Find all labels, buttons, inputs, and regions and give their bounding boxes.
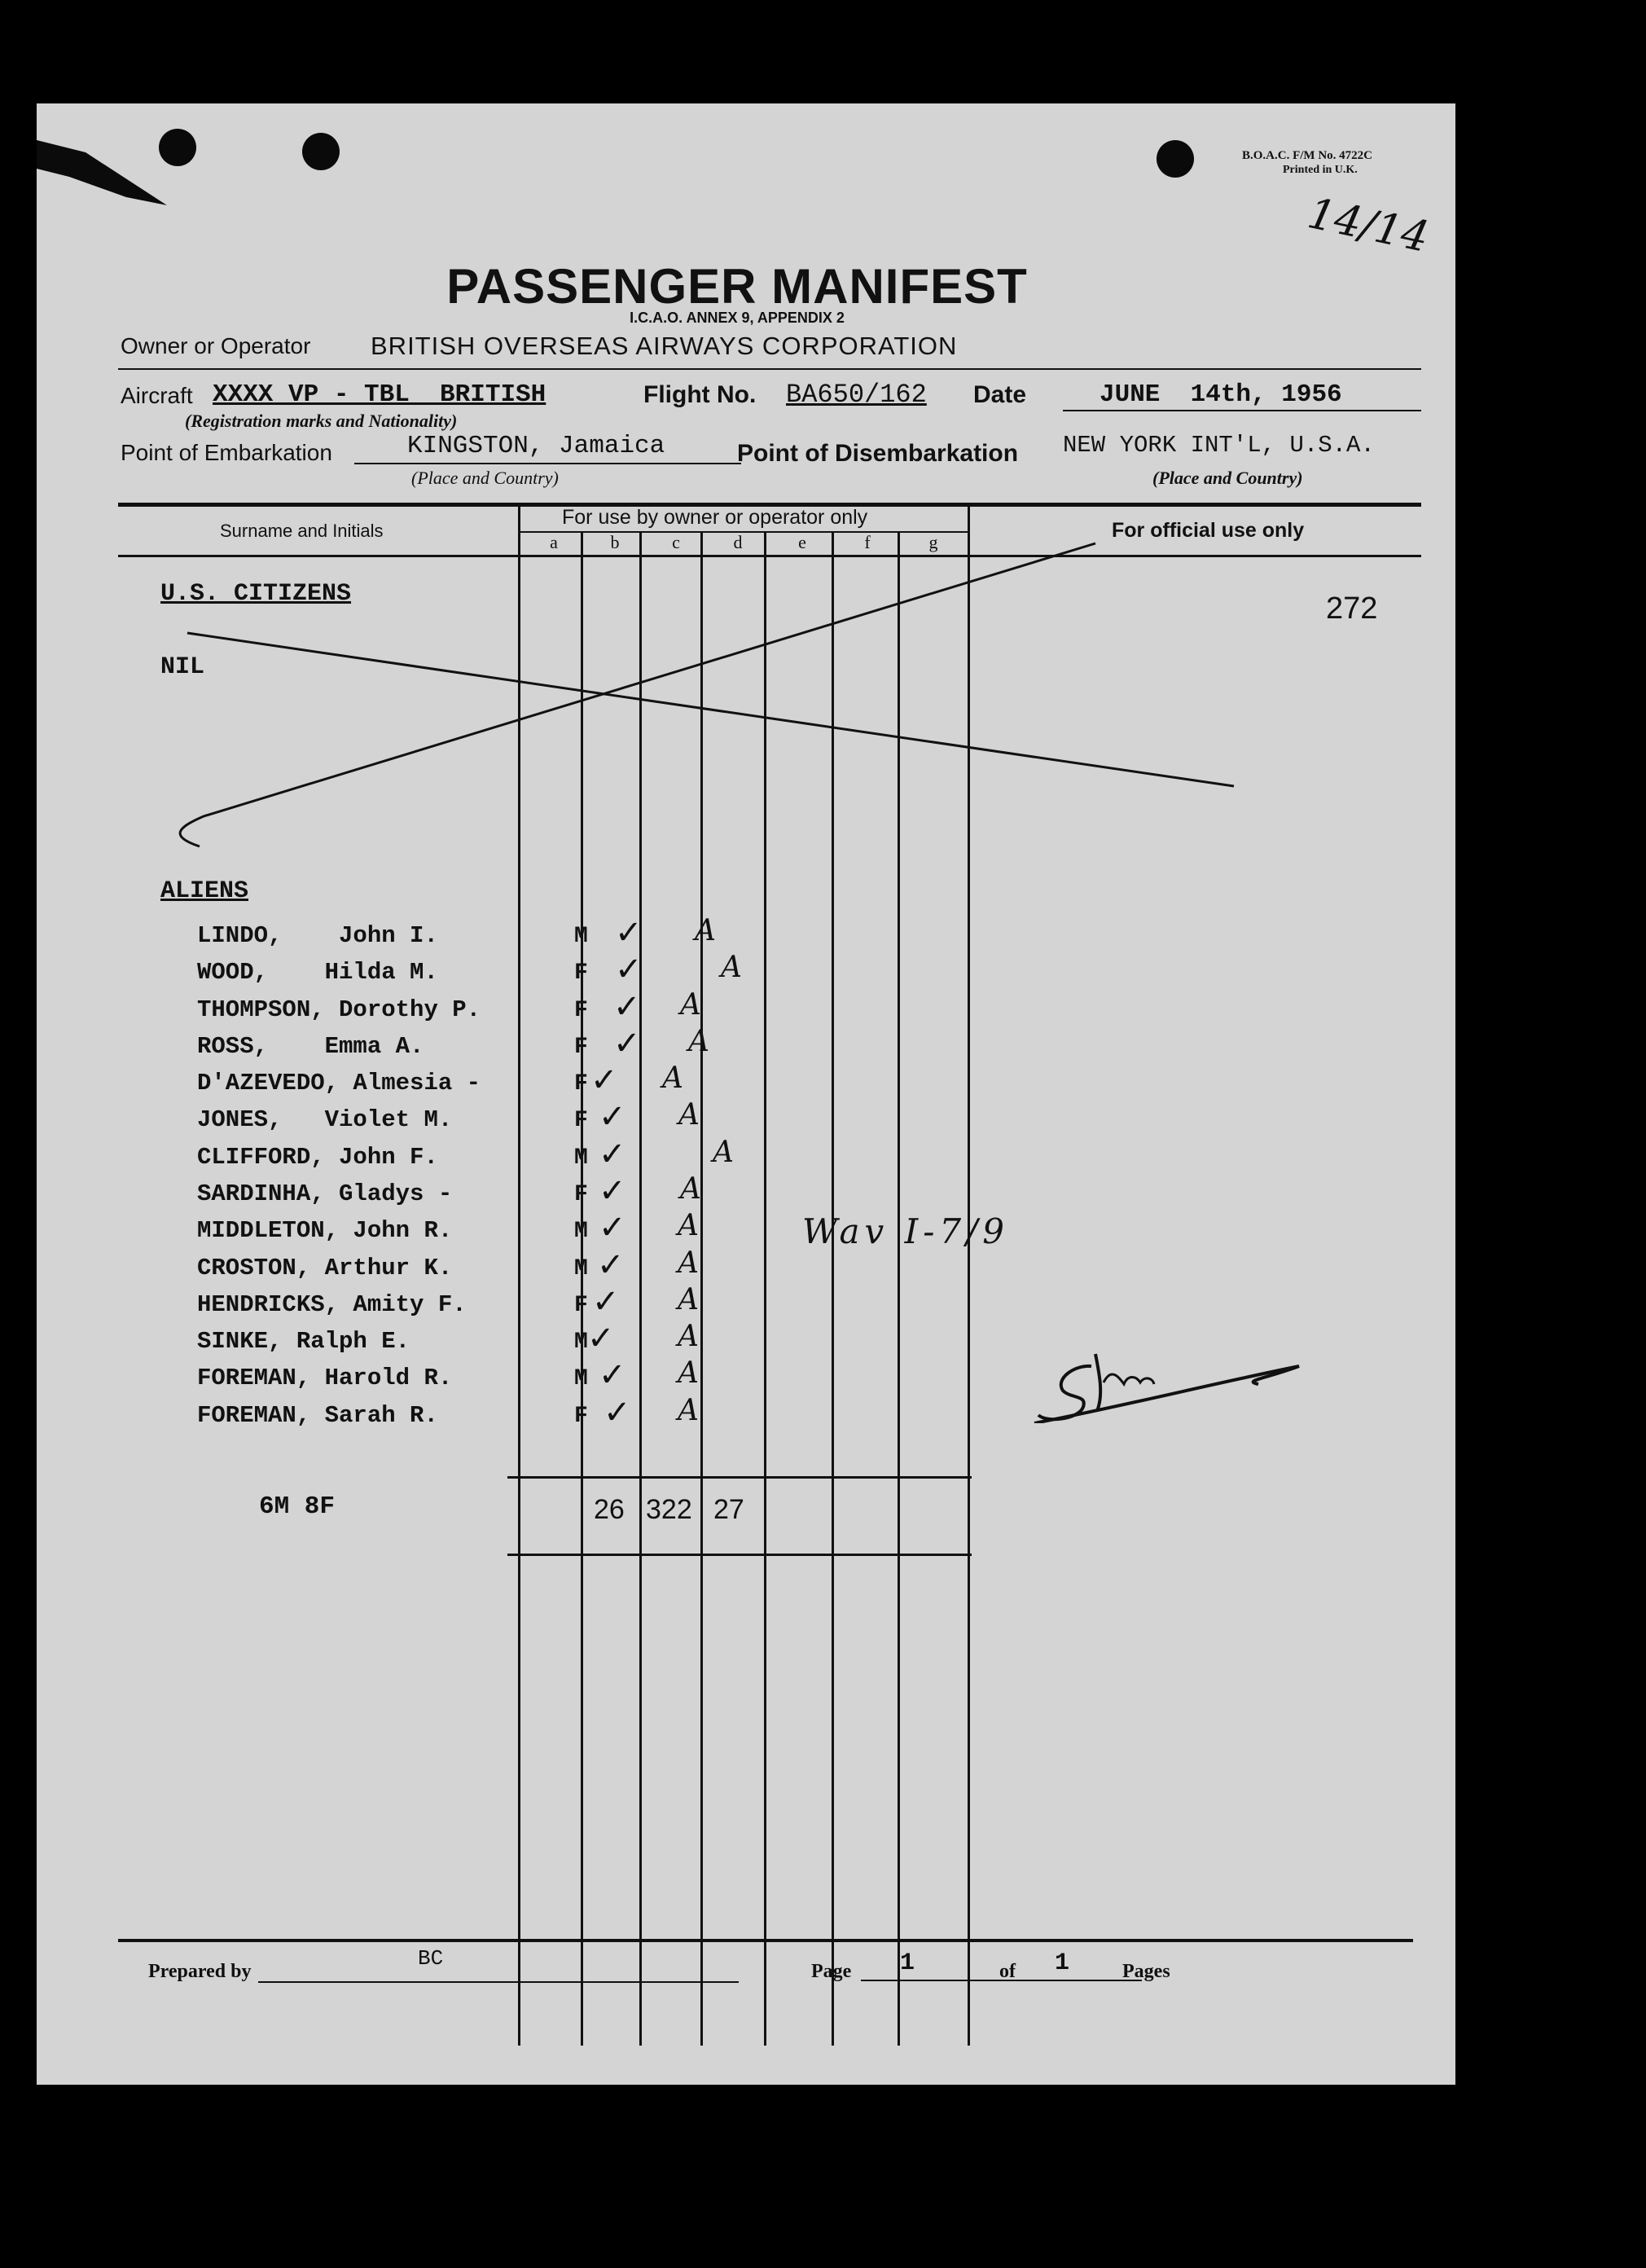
official-use-header: For official use only — [1112, 519, 1305, 542]
passenger-sex-4: F — [574, 1035, 588, 1060]
check-mark-3: ✓ — [613, 988, 641, 1026]
passenger-name-11: HENDRICKS, Amity F. — [197, 1291, 467, 1318]
flight-value: BA650/162 — [786, 380, 927, 410]
aliens-label: ALIENS — [160, 877, 249, 905]
a-mark-4: A — [688, 1025, 709, 1058]
aircraft-value: XXXX VP - TBL BRITISH — [213, 380, 546, 409]
us-citizens-label: U.S. CITIZENS — [160, 580, 352, 608]
a-mark-13: A — [678, 1356, 699, 1390]
a-mark-12: A — [678, 1320, 699, 1353]
check-mark-1: ✓ — [615, 914, 643, 952]
totals-bottom-rule — [507, 1554, 972, 1556]
a-mark-1: A — [695, 914, 716, 947]
passenger-name-6: JONES, Violet M. — [197, 1106, 453, 1133]
embarkation-label: Point of Embarkation — [121, 440, 332, 465]
prepared-by-label: Prepared by — [148, 1961, 252, 1982]
owner-use-header: For use by owner or operator only — [562, 506, 868, 529]
passenger-sex-1: M — [574, 924, 588, 949]
passenger-name-13: FOREMAN, Harold R. — [197, 1365, 453, 1391]
aircraft-label: Aircraft — [121, 383, 193, 408]
passenger-name-12: SINKE, Ralph E. — [197, 1328, 410, 1355]
passenger-sex-7: M — [574, 1145, 588, 1171]
embarkation-value: KINGSTON, Jamaica — [407, 432, 665, 460]
middleton-handwritten-note: Wav I-7/9 — [802, 1211, 1010, 1251]
owner-label: Owner or Operator — [121, 333, 311, 358]
passenger-name-8: SARDINHA, Gladys - — [197, 1180, 453, 1207]
passenger-sex-2: F — [574, 960, 588, 986]
strike-through-lines — [37, 103, 1455, 1000]
passenger-sex-5: F — [574, 1071, 588, 1097]
date-value: JUNE 14th, 1956 — [1100, 380, 1342, 409]
col-header-c: c — [672, 532, 680, 552]
check-mark-6: ✓ — [599, 1098, 626, 1136]
passenger-sex-13: M — [574, 1366, 588, 1391]
passenger-sex-10: M — [574, 1256, 588, 1281]
aircraft-sublabel: (Registration marks and Nationality) — [185, 411, 458, 431]
passenger-sex-8: F — [574, 1182, 588, 1207]
page-subtitle: I.C.A.O. ANNEX 9, APPENDIX 2 — [630, 310, 845, 326]
passenger-name-3: THOMPSON, Dorothy P. — [197, 996, 481, 1023]
a-mark-3: A — [680, 988, 701, 1022]
disembarkation-label: Point of Disembarkation — [737, 440, 1019, 467]
page-total: 1 — [1055, 1949, 1070, 1977]
owner-value: BRITISH OVERSEAS AIRWAYS CORPORATION — [371, 332, 958, 360]
prepared-by-value: BC — [418, 1946, 444, 1971]
check-mark-10: ✓ — [597, 1246, 625, 1284]
check-mark-11: ✓ — [592, 1283, 620, 1321]
disembarkation-sublabel: (Place and Country) — [1152, 468, 1303, 488]
page-title: PASSENGER MANIFEST — [446, 259, 1028, 314]
total-col-b: 26 — [594, 1494, 625, 1525]
check-mark-8: ✓ — [599, 1172, 626, 1210]
form-number: B.O.A.C. F/M No. 4722C — [1242, 149, 1372, 162]
check-mark-2: ✓ — [615, 951, 643, 988]
check-mark-9: ✓ — [599, 1209, 626, 1246]
passenger-name-2: WOOD, Hilda M. — [197, 959, 438, 986]
passenger-name-7: CLIFFORD, John F. — [197, 1144, 438, 1171]
passenger-sex-11: F — [574, 1293, 588, 1318]
passenger-name-14: FOREMAN, Sarah R. — [197, 1402, 438, 1429]
check-mark-12: ✓ — [587, 1320, 615, 1357]
check-mark-14: ✓ — [604, 1394, 631, 1431]
manifest-sheet — [37, 103, 1455, 2085]
a-mark-7: A — [713, 1136, 734, 1169]
col-header-d: d — [733, 532, 743, 552]
check-mark-5: ✓ — [590, 1061, 618, 1099]
check-mark-13: ✓ — [599, 1356, 626, 1394]
a-mark-2: A — [721, 951, 742, 984]
col-header-g: g — [928, 532, 938, 552]
a-mark-10: A — [678, 1246, 699, 1280]
passenger-name-5: D'AZEVEDO, Almesia - — [197, 1070, 481, 1097]
col-header-a: a — [550, 532, 558, 552]
us-citizens-value: NIL — [160, 653, 205, 681]
totals-top-rule — [507, 1476, 972, 1479]
a-mark-8: A — [680, 1172, 701, 1206]
passenger-name-1: LINDO, John I. — [197, 922, 438, 949]
printed-in: Printed in U.K. — [1283, 164, 1358, 176]
passenger-sex-3: F — [574, 998, 588, 1023]
total-col-c: 322 — [646, 1494, 692, 1525]
a-mark-11: A — [678, 1283, 699, 1316]
flight-label: Flight No. — [643, 381, 757, 408]
of-label: of — [999, 1961, 1016, 1982]
a-mark-14: A — [678, 1394, 699, 1427]
a-mark-5: A — [662, 1061, 683, 1095]
total-col-d: 27 — [713, 1494, 744, 1525]
official-number: 272 — [1326, 591, 1378, 626]
prepared-by-line — [258, 1981, 739, 1983]
a-mark-9: A — [678, 1209, 699, 1242]
check-mark-4: ✓ — [613, 1025, 641, 1062]
passenger-sex-14: F — [574, 1404, 588, 1429]
disembarkation-value: NEW YORK INT'L, U.S.A. — [1063, 432, 1375, 459]
passenger-name-4: ROSS, Emma A. — [197, 1033, 424, 1060]
page-number: 1 — [900, 1949, 915, 1977]
passenger-name-9: MIDDLETON, John R. — [197, 1217, 453, 1244]
totals-summary: 6M 8F — [259, 1492, 336, 1521]
handwritten-page-note: 14/14 — [1303, 189, 1433, 262]
page-label: Page — [811, 1961, 852, 1982]
passenger-sex-6: F — [574, 1108, 588, 1133]
table-bottom-rule — [118, 1939, 1413, 1942]
date-label: Date — [973, 381, 1027, 408]
passenger-sex-9: M — [574, 1219, 588, 1244]
col-header-e: e — [798, 532, 806, 552]
a-mark-6: A — [678, 1098, 700, 1132]
handwritten-signature — [1022, 1317, 1315, 1423]
passenger-name-10: CROSTON, Arthur K. — [197, 1255, 453, 1281]
surname-header: Surname and Initials — [220, 521, 384, 541]
pages-label: Pages — [1122, 1961, 1170, 1982]
passenger-sex-12: M — [574, 1330, 588, 1355]
embarkation-sublabel: (Place and Country) — [411, 468, 559, 488]
col-header-f: f — [864, 532, 871, 552]
check-mark-7: ✓ — [599, 1136, 626, 1173]
col-header-b: b — [610, 532, 620, 552]
